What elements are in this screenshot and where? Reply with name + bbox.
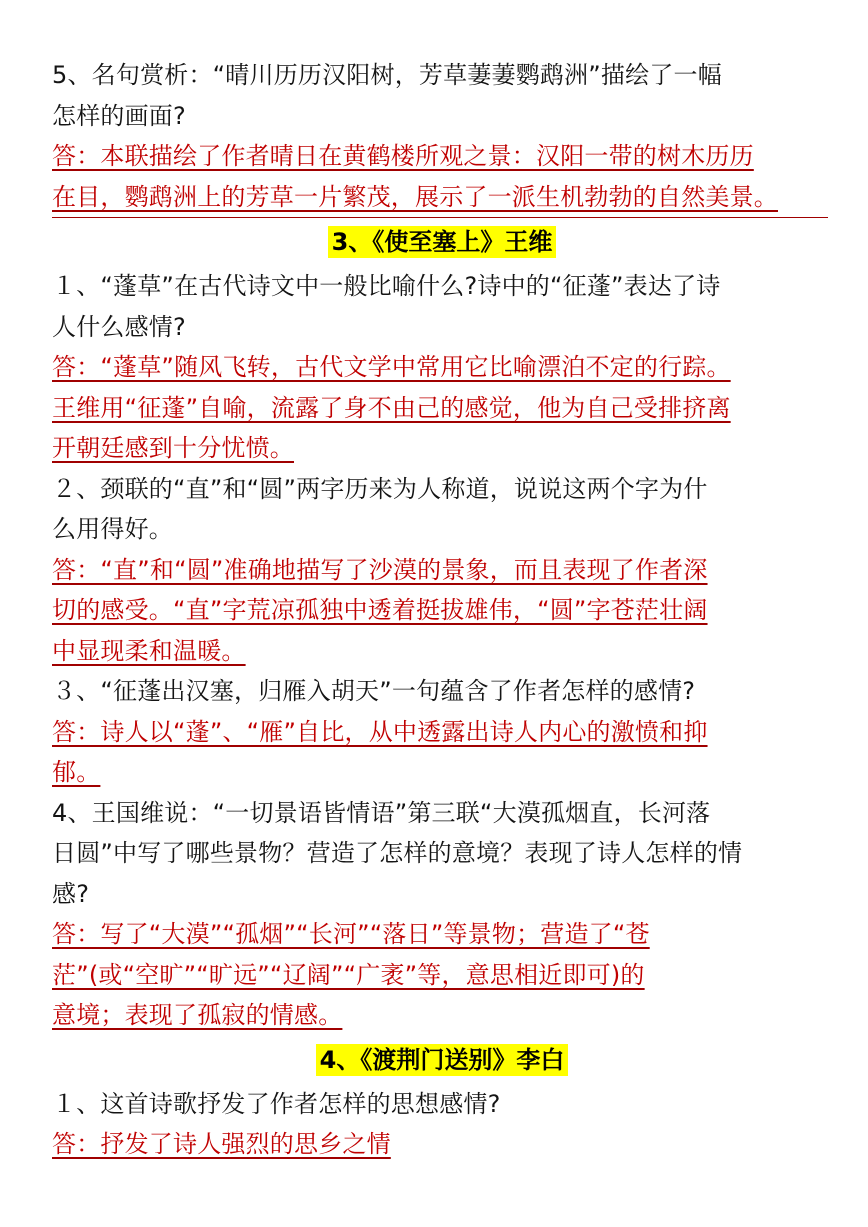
question-line: ３、“征蓬出汉塞，归雁入胡天”一句蕴含了作者怎样的感情? <box>52 677 696 705</box>
answer-line: 答：“蓬草”随风飞转，古代文学中常用它比喻漂泊不定的行踪。 <box>52 353 731 381</box>
question-line: 怎样的画面? <box>52 101 186 130</box>
answer-line: 王维用“征蓬”自喻，流露了身不由己的感觉，他为自己受排挤离 <box>52 393 731 422</box>
question-line: 4、王国维说：“一切景语皆情语”第三联“大漠孤烟直，长河落 <box>52 798 711 827</box>
section-heading-text: 4、《渡荆门送别》李白 <box>316 1044 569 1076</box>
answer-line: 茫”(或“空旷”“旷远”“辽阔”“广袤”等，意思相近即可)的 <box>52 960 645 989</box>
question-line: 感? <box>52 879 90 908</box>
question-line: 人什么感情? <box>52 312 186 341</box>
document-page <box>52 55 832 1165</box>
question-line: １、“蓬草”在古代诗文中一般比喻什么?诗中的“征蓬”表达了诗 <box>52 272 721 300</box>
answer-line: 答：“直”和“圆”准确地描写了沙漠的景象，而且表现了作者深 <box>52 555 708 584</box>
question-line: １、这首诗歌抒发了作者怎样的思想感情? <box>52 1089 501 1118</box>
answer-line: 意境；表现了孤寂的情感。 <box>52 1001 343 1029</box>
question-line: 么用得好。 <box>52 515 173 543</box>
answer-line: 答：抒发了诗人强烈的思乡之情 <box>52 1130 391 1158</box>
question-line: 日圆”中写了哪些景物？营造了怎样的意境？表现了诗人怎样的情 <box>52 839 743 867</box>
answer-line: 中显现柔和温暖。 <box>52 636 246 665</box>
answer-line: 在目，鹦鹉洲上的芳草一片繁茂，展示了一派生机勃勃的自然美景。 <box>52 177 828 219</box>
answer-line: 答：诗人以“蓬”、“雁”自比，从中透露出诗人内心的激愤和抑 <box>52 717 708 746</box>
section-heading-text: 3、《使至塞上》王维 <box>328 226 557 258</box>
answer-line: 开朝廷感到十分忧愤。 <box>52 434 294 462</box>
question-line: ２、颈联的“直”和“圆”两字历来为人称道，说说这两个字为什 <box>52 474 708 503</box>
section-heading <box>52 1036 832 1084</box>
answer-line: 郁。 <box>52 758 101 786</box>
section-heading <box>52 218 832 266</box>
answer-line: 切的感受。“直”字荒凉孤独中透着挺拔雄伟，“圆”字苍茫壮阔 <box>52 596 708 624</box>
answer-line: 答：写了“大漠”“孤烟”“长河”“落日”等景物；营造了“苍 <box>52 920 650 948</box>
question-line: 5、名句赏析：“晴川历历汉阳树，芳草萋萋鹦鹉洲”描绘了一幅 <box>52 61 722 89</box>
answer-line: 答：本联描绘了作者晴日在黄鹤楼所观之景：汉阳一带的树木历历 <box>52 142 754 170</box>
